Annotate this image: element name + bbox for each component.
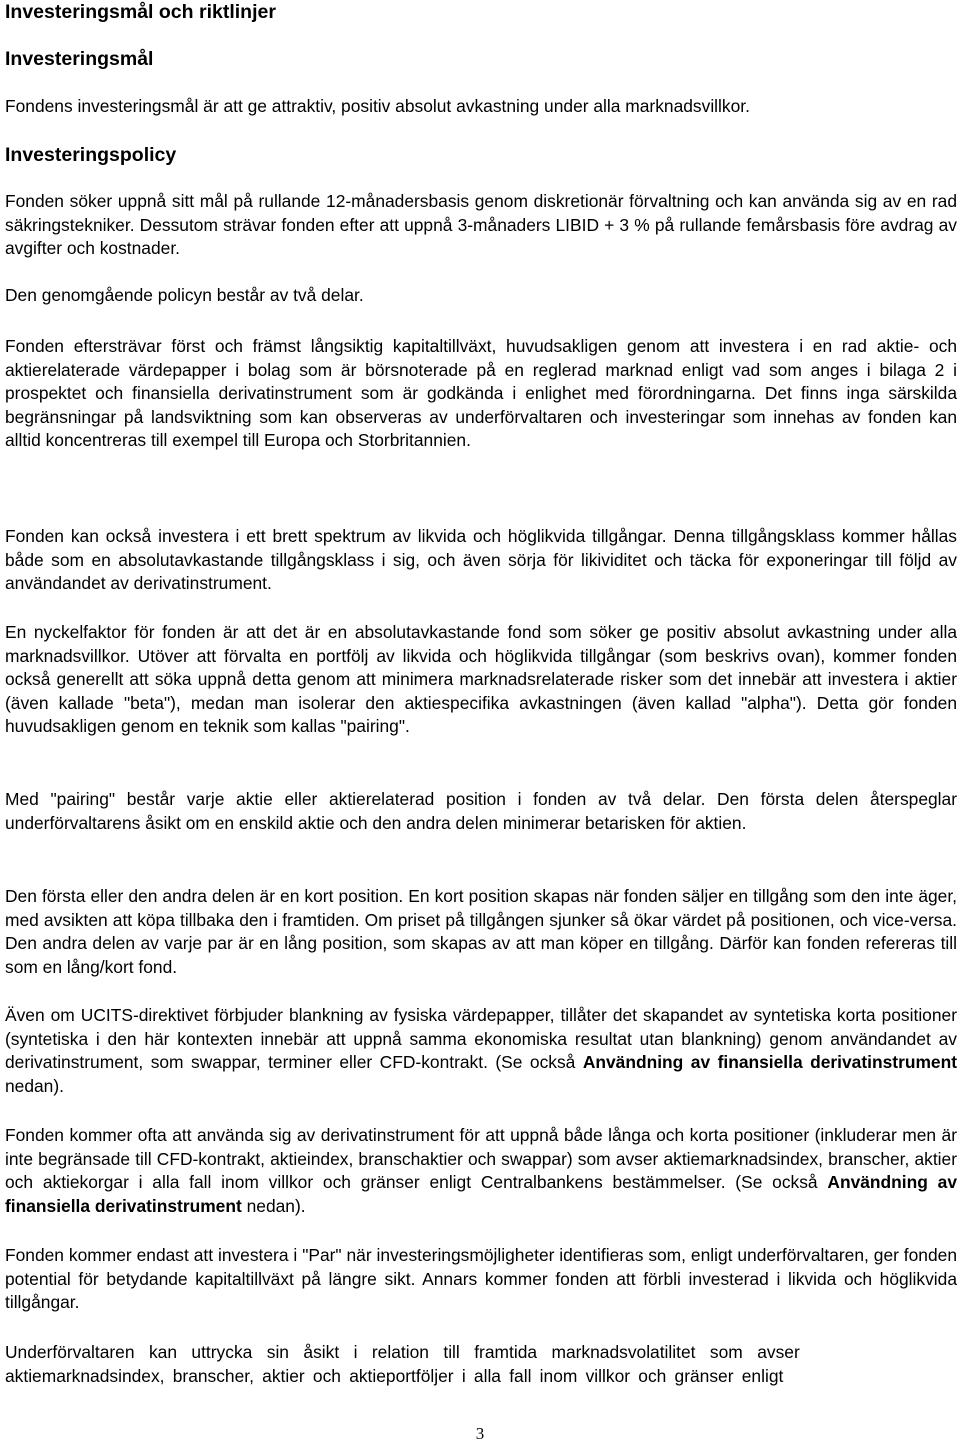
paragraph-pairs: Fonden kommer endast att investera i "Par" när investeringsmöjligheter identifieras som, enligt underförvaltaren, ger fonden potential för betydande kapitaltillväxt på längre sikt. Annars kommer fonden att förbli investerad i likvida och höglikvida tillgångar. (5, 1245, 957, 1313)
paragraph-volatility (5, 1341, 957, 1388)
subheading-investment-policy: Investeringspolicy (5, 144, 177, 166)
paragraph-capital-growth: Fonden eftersträvar först och främst långsiktig kapitaltillväxt, huvudsakligen genom att investera i en rad aktie- och aktierelaterade värdepapper i bolag som är börsnoterade på en reglerad marknad enligt vad som anges i bilaga 2 i prospektet och finansiella derivatinstrument som är godkända i enlighet med förordningarna. Det finns inga särskilda begränsningar på landsviktning som kan observeras av underförvaltaren och investeringar som innehas av fonden kan alltid koncentreras till exempel till Europa och Storbritannien. (5, 336, 957, 451)
paragraph-short-position: Den första eller den andra delen är en kort position. En kort position skapas när fonden säljer en tillgång som den inte äger, med avsikten att köpa tillbaka den i framtiden. Om priset på tillgången sjunker så ökar värdet på positionen, och vice-versa. Den andra delen av varje par är en lång position, som skapas av att man köper en tillgång. Därför kan fonden refereras till som en lång/kort fond. (5, 886, 957, 977)
page-number: 3 (475, 1424, 485, 1443)
cross-reference: Användning av finansiella derivatinstrument (582, 1052, 958, 1073)
policy-parts-paragraph: Den genomgående policyn består av två delar. (5, 285, 364, 305)
paragraph-derivatives: Fonden kommer ofta att använda sig av derivatinstrument för att uppnå både långa och korta positioner (inkluderar men är inte begränsade till CFD-kontrakt, aktieindex, branschaktier och swappar) som avser aktiemarknadsindex, branscher, aktier och aktiekorgar i alla fall inom villkor och gränser enligt Centralbankens bestämmelser. (Se också Användning av finansiella derivatinstrument nedan). (5, 1125, 957, 1216)
policy-paragraph: Fonden söker uppnå sitt mål på rullande 12-månadersbasis genom diskretionär förvaltning och kan använda sig av en rad säkringstekniker. Dessutom strävar fonden efter att uppnå 3-månaders LIBID + 3 % på rullande femårsbasis före avdrag av avgifter och kostnader. (5, 191, 957, 259)
paragraph-absolute-return: En nyckelfaktor för fonden är att det är en absolutavkastande fond som söker ge positiv absolut avkastning under alla marknadsvillkor. Utöver att förvalta en portfölj av likvida och höglikvida tillgångar (som beskrivs ovan), kommer fonden också generellt att söka uppnå detta genom att minimera marknadsrelaterade risker som det innebär att investera i aktier (även kallade "beta"), medan man isolerar den aktiespecifika avkastningen (även kallad "alpha"). Detta gör fonden huvudsakligen genom en teknik som kallas "pairing". (5, 622, 957, 737)
paragraph-pairing: Med "pairing" består varje aktie eller aktierelaterad position i fonden av två delar. Den första delen återspeglar underförvaltarens åsikt om en enskild aktie och den andra delen minimerar betarisken för aktien. (5, 789, 957, 833)
text-line: aktiemarknadsindex, branscher, aktier och aktieportföljer i alla fall inom villkor och gränser enligt (5, 1365, 784, 1386)
subheading-investment-goal: Investeringsmål (5, 48, 154, 70)
paragraph-liquid-assets: Fonden kan också investera i ett brett spektrum av likvida och höglikvida tillgångar. Denna tillgångsklass kommer hållas både som en absolutavkastande tillgångsklass i sig, och även sörja för likividitet och täcka för exponeringar till följd av användandet av derivatinstrument. (5, 526, 957, 594)
paragraph-ucits: Även om UCITS-direktivet förbjuder blankning av fysiska värdepapper, tillåter det skapandet av syntetiska korta positioner (syntetiska i den här kontexten innebär att uppnå samma ekonomiska resultat utan blankning) genom användandet av derivatinstrument, som swappar, terminer eller CFD-kontrakt. (Se också Användning av finansiella derivatinstrument nedan). (5, 1005, 958, 1096)
text-line: Underförvaltaren kan uttrycka sin åsikt i relation till framtida marknadsvolatilitet som avser (5, 1342, 800, 1362)
section-heading: Investeringsmål och riktlinjer (5, 1, 276, 23)
goal-paragraph: Fondens investeringsmål är att ge attraktiv, positiv absolut avkastning under alla marknadsvillkor. (5, 96, 750, 116)
cross-reference: Användning av finansiella derivatinstrument (5, 1172, 957, 1216)
